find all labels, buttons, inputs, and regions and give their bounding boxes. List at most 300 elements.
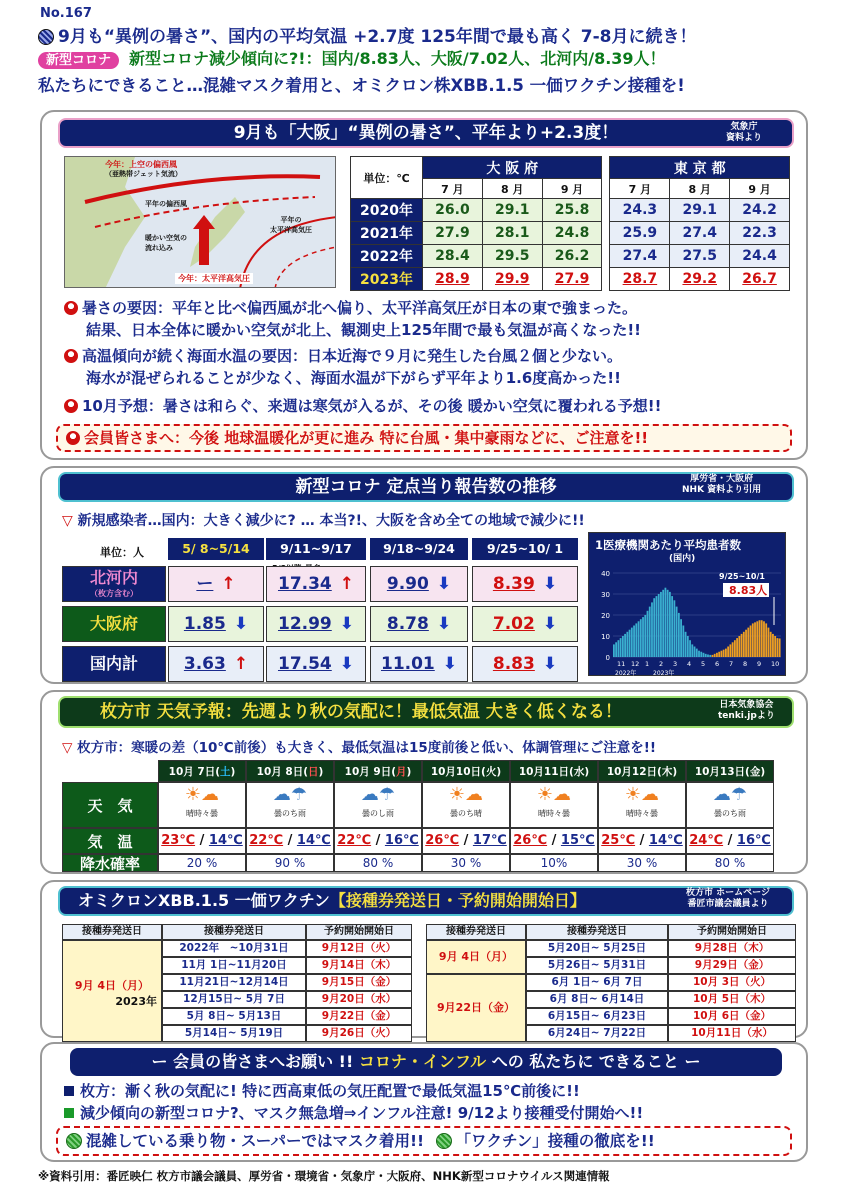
covid-row-name: 大阪府 (89, 614, 138, 633)
headline-1-text: 9月も“異例の暑さ”、国内の平均気温 +2.7度 125年間で最も高く 7-8月に続き！ (58, 27, 697, 47)
vaccine-range: 6月 8日~ 6月14日 (526, 991, 668, 1008)
month-col: 7 月 (423, 179, 483, 199)
chart-ytick: 40 (601, 570, 610, 578)
vaccine-start: 10月11日（水） (668, 1025, 796, 1042)
weather-lead (62, 736, 656, 756)
chart-bar (642, 617, 644, 657)
request-title-b: コロナ・インフル (358, 1052, 487, 1071)
month-col: 9 月 (730, 179, 790, 199)
arrow-down-icon: ⬇ (233, 614, 249, 634)
covid-value-cell (472, 566, 578, 602)
weather-text: 曇のし雨 (362, 809, 394, 818)
weather-cell (510, 782, 598, 828)
weather-date: 10月 9日 (344, 766, 392, 778)
chart-bar (662, 590, 664, 657)
chart-bar (638, 621, 640, 657)
chart-bar (617, 640, 619, 657)
green-dot-icon (66, 1133, 82, 1149)
vaccine-send-date-text: 9月 4日（月） (74, 979, 150, 992)
cloud-umbrella-icon: ☁☂ (272, 784, 308, 805)
normal-high-line (275, 247, 336, 288)
temp-low: 14℃ (208, 833, 243, 848)
temperature-cell: 25℃ / 14℃ (598, 828, 686, 854)
request-title (70, 1048, 782, 1076)
weather-map (64, 156, 336, 288)
vaccine-range: 5月26日~ 5月31日 (526, 957, 668, 974)
covid-value: 11.01 (380, 654, 435, 674)
arrow-down-icon: ⬇ (542, 614, 558, 634)
temp-high: 26℃ (425, 833, 460, 848)
vaccine-start: 9月15日（金） (306, 974, 412, 991)
temp-row (351, 268, 790, 291)
chart-bar (700, 652, 702, 657)
weather-date-header (686, 760, 774, 782)
navy-dot-icon (38, 29, 54, 45)
covid-value: 8.83 (492, 654, 535, 674)
weather-dow: 日 (308, 766, 319, 778)
temp-high: 26℃ (513, 833, 548, 848)
weather-date: 10月11日 (518, 766, 570, 778)
vaccine-range: 11月 1日~11月20日 (162, 957, 306, 974)
temp-row (351, 199, 790, 222)
covid-value-cell (266, 566, 366, 602)
temp-low: 15℃ (560, 833, 595, 848)
temp-low: 14℃ (648, 833, 683, 848)
square-icon (64, 1086, 74, 1096)
covid-value-cell (266, 646, 366, 682)
weather-text: 曇のち晴 (450, 809, 482, 818)
weather-row-label: 降水確率 (62, 854, 158, 872)
temp-cell: 27.9 (542, 268, 602, 291)
chart-bar (705, 654, 707, 657)
weather-source: 日本気象協会 tenki.jpより (718, 700, 775, 721)
chart-bar (613, 644, 615, 657)
covid-value: 7.02 (492, 614, 535, 634)
weather-date: 10月12日 (606, 766, 658, 778)
chart-bar (647, 611, 649, 657)
chart-xyear: 2023年 (653, 670, 675, 677)
chart-bar (615, 642, 617, 657)
covid-row-label (62, 566, 166, 602)
map-label-pacific-high: 今年：太平洋高気圧 (175, 273, 253, 284)
chart-xtick: 4 (687, 660, 692, 668)
covid-value: 8.78 (386, 614, 429, 634)
chart-bar (651, 602, 653, 657)
covid-period-header: 9/11~9/17 (266, 538, 366, 560)
chart-ytick: 30 (601, 591, 610, 599)
vaccine-start: 9月28日（木） (668, 940, 796, 957)
weather-dow: 火 (485, 766, 497, 778)
temp-high: 25℃ (601, 833, 636, 848)
chart-ytick: 0 (605, 654, 610, 662)
vaccine-title (58, 886, 794, 916)
request-line-2 (64, 1102, 643, 1123)
sun-cloud-icon: ☀☁ (448, 784, 484, 805)
temp-cell: 24.4 (730, 245, 790, 268)
chart-bar (729, 644, 731, 657)
heat-bullet-1 (64, 298, 637, 318)
temp-cell: 29.9 (482, 268, 542, 291)
vaccine-start: 10月 3日（火） (668, 974, 796, 991)
chart-value-label: 8.83人 (729, 584, 768, 597)
chart-bar (714, 654, 716, 657)
temp-unit: 単位：℃ (351, 157, 423, 199)
vaccine-header: 接種券発送日 (162, 924, 306, 940)
chart-bar (656, 596, 658, 657)
chart-bar (640, 619, 642, 657)
triangle-icon: ▽ (62, 740, 73, 756)
chart-bar (718, 652, 720, 657)
chart-xyear: 2022年 (615, 670, 637, 677)
chart-xtick: 9 (757, 660, 762, 668)
vaccine-header: 接種券発送日 (426, 924, 526, 940)
covid-row-name: 国内計 (89, 654, 138, 673)
chart-xtick: 1 (645, 660, 650, 668)
covid-lead-text: 新規感染者…国内：大きく減少に? … 本当?!、大阪を含め全ての地域で減少に!! (77, 513, 585, 529)
arrow-down-icon: ⬇ (542, 654, 558, 674)
weather-cell (598, 782, 686, 828)
temp-high: 23℃ (161, 833, 196, 848)
covid-period-header: 9/18~9/24 (370, 538, 468, 560)
request-line-1 (64, 1080, 580, 1101)
temp-cell: 29.1 (482, 199, 542, 222)
chart-bar (774, 636, 776, 657)
heat-bullet-1b: 結果、日本全体に暖かい空気が北上、観測史上125年間で最も気温が高くなった!! (86, 321, 641, 339)
chart-bar (745, 630, 747, 657)
chart-bar (644, 615, 646, 657)
covid-value: 17.54 (277, 654, 332, 674)
vaccine-range: 5月14日~ 5月19日 (162, 1025, 306, 1042)
temp-cell: 27.9 (423, 222, 483, 245)
vaccine-start: 10月 6日（金） (668, 1008, 796, 1025)
covid-unit: 単位：人 (100, 546, 144, 559)
weather-date: 10月10日 (430, 766, 482, 778)
weather-dow: 金 (749, 766, 761, 778)
cloud-umbrella-icon: ☁☂ (712, 784, 748, 805)
chart-bar (682, 626, 684, 658)
arrow-down-icon: ⬇ (339, 654, 355, 674)
chart-bar (741, 634, 743, 657)
covid-badge: 新型コロナ (38, 52, 119, 69)
temp-cell: 26.0 (423, 199, 483, 222)
covid-value: ー (196, 574, 214, 594)
headline-1 (38, 22, 697, 47)
issue-number: No.167 (40, 6, 92, 21)
vaccine-source: 枚方市 ホームページ 番匠市議会議員より (686, 888, 770, 909)
request-title-c: への 私たちに できること ー (486, 1052, 701, 1071)
covid-value: 8.39 (492, 574, 535, 594)
request-line-2-text: 減少傾向の新型コロナ?、マスク無急増⇒インフル注意! 9/12より接種受付開始へ!! (80, 1104, 644, 1122)
temp-cell: 22.3 (730, 222, 790, 245)
covid-value: 3.63 (183, 654, 226, 674)
chart-bar (633, 626, 635, 658)
chart-bar (676, 607, 678, 657)
rain-prob-cell: 20 % (158, 854, 246, 872)
request-line-1-text: 枚方：漸く秋の気配に! 特に西高東低の気圧配置で最低気温15℃前後に!! (80, 1082, 580, 1100)
covid-row-label (62, 646, 166, 682)
temp-cell: 29.2 (670, 268, 730, 291)
chart-bar (747, 628, 749, 657)
vaccine-range: 6月 1日~ 6月 7日 (526, 974, 668, 991)
rain-prob-cell: 90 % (246, 854, 334, 872)
covid-period-header: 5/ 8~5/14 (168, 538, 264, 560)
map-label-normal-high: 平年の 太平洋高気圧 (270, 216, 312, 234)
weather-cell (246, 782, 334, 828)
chart-bar (687, 636, 689, 657)
weather-cell (686, 782, 774, 828)
arrow-up-icon: ↑ (221, 574, 236, 594)
chart-bar (723, 650, 725, 657)
chart-bar (750, 626, 752, 658)
covid-value-cell (168, 606, 264, 642)
vaccine-header: 予約開始開始日 (306, 924, 412, 940)
chart-ytick: 20 (601, 612, 610, 620)
chart-bar (624, 634, 626, 657)
vaccine-start: 10月 5日（木） (668, 991, 796, 1008)
cloud-umbrella-icon: ☁☂ (360, 784, 396, 805)
chart-bar (779, 638, 781, 657)
covid-row-name: 北河内 (89, 568, 138, 587)
heat-title: 9月も「大阪」“異例の暑さ”、平年より+2.3度！ (58, 118, 794, 148)
weather-date-header (334, 760, 422, 782)
weather-dow: 月 (396, 766, 407, 778)
vaccine-title-b: 【接種券発送日・予約開始開始日】 (329, 891, 586, 910)
sun-cloud-icon: ☀☁ (184, 784, 220, 805)
temp-low: 17℃ (472, 833, 507, 848)
weather-dow-wrap: (土) (215, 766, 236, 778)
temp-high: 22℃ (337, 833, 372, 848)
chart-xtick: 5 (701, 660, 706, 668)
covid-title: 新型コロナ 定点当り報告数の推移 (58, 472, 794, 502)
temp-cell: 28.1 (482, 222, 542, 245)
chart-bar (734, 640, 736, 657)
vaccine-range: 11月21日~12月14日 (162, 974, 306, 991)
chart-xtick: 6 (715, 660, 720, 668)
temp-cell: 27.5 (670, 245, 730, 268)
covid-value-cell (472, 606, 578, 642)
chart-xtick: 12 (631, 660, 640, 668)
heat-warning-text: 会員皆さまへ：今後 地球温暖化が更に進み 特に台風・集中豪雨などに、ご注意を!! (84, 429, 649, 447)
month-col: 9 月 (542, 179, 602, 199)
vaccine-range: 5月20日~ 5月25日 (526, 940, 668, 957)
weather-title-text: 枚方市 天気予報：先週より秋の気配に！最低気温 大きく低くなる！ (100, 702, 622, 722)
covid-row-label (62, 606, 166, 642)
headline-3: 私たちにできること…混雑マスク着用と、オミクロン株XBB.1.5 一価ワクチン接種を! (38, 76, 685, 95)
chart-bar (660, 592, 662, 657)
temp-high: 22℃ (249, 833, 284, 848)
weather-dow-wrap: (木) (657, 766, 678, 778)
vaccine-range: 5月 8日~ 5月13日 (162, 1008, 306, 1025)
chart-bar (649, 607, 651, 657)
vaccine-send-date (62, 940, 162, 1042)
weather-date: 10月13日 (694, 766, 746, 778)
year-cell: 2020年 (351, 199, 423, 222)
weather-date-header (246, 760, 334, 782)
temp-low: 16℃ (736, 833, 771, 848)
chart-bar (665, 588, 667, 657)
weather-dow-wrap: (日) (303, 766, 324, 778)
chart-svg (589, 533, 787, 677)
covid-value-cell (370, 606, 468, 642)
covid-source: 厚労省・大阪府 NHK 資料より引用 (682, 474, 762, 495)
heat-bullet-1-text: 暑さの要因：平年と比べ偏西風が北へ偏り、太平洋高気圧が日本の東で強まった。 (82, 299, 638, 317)
arrow-down-icon: ⬇ (339, 614, 355, 634)
heat-bullet-2b: 海水が混ぜられることが少なく、海面水温が下がらず平年より1.6度高かった!! (86, 369, 621, 387)
chart-subtitle: (国内) (669, 554, 696, 564)
triangle-icon: ▽ (62, 513, 73, 529)
covid-value-cell (472, 646, 578, 682)
temperature-cell: 22℃ / 16℃ (334, 828, 422, 854)
tokyo-header: 東 京 都 (610, 157, 790, 179)
red-dot-icon (64, 399, 78, 413)
chart-bar (691, 644, 693, 657)
temperature-cell: 24℃ / 16℃ (686, 828, 774, 854)
year-cell: 2023年 (351, 268, 423, 291)
covid-value: 9.90 (386, 574, 429, 594)
weather-date: 10月 8日 (256, 766, 304, 778)
weather-date-header (510, 760, 598, 782)
weather-date-header (598, 760, 686, 782)
chart-bar (759, 620, 761, 657)
chart-bar (671, 596, 673, 657)
vaccine-header: 接種券発送日 (62, 924, 162, 940)
chart-bar (622, 636, 624, 657)
covid-lead (62, 510, 585, 530)
temp-cell: 28.9 (423, 268, 483, 291)
year-cell: 2022年 (351, 245, 423, 268)
vaccine-start: 9月22日（金） (306, 1008, 412, 1025)
temperature-cell: 26℃ / 15℃ (510, 828, 598, 854)
warm-air-arrow (199, 227, 209, 265)
covid-value-cell (370, 566, 468, 602)
chart-period-label: 9/25~10/1 (719, 572, 765, 581)
temperature-cell: 23℃ / 14℃ (158, 828, 246, 854)
vaccine-header: 予約開始開始日 (668, 924, 796, 940)
arrow-down-icon: ⬇ (436, 574, 452, 594)
temperature-table (350, 156, 790, 291)
chart-xtick: 8 (743, 660, 748, 668)
month-col: 7 月 (610, 179, 670, 199)
temp-cell: 26.7 (730, 268, 790, 291)
heat-bullet-2 (64, 346, 622, 366)
chart-bar (725, 649, 727, 657)
chart-bar (754, 622, 756, 657)
red-dot-icon (64, 301, 78, 315)
weather-row-label: 気 温 (62, 828, 158, 854)
weather-dow-wrap: (金) (745, 766, 766, 778)
chart-bar (678, 613, 680, 657)
chart-bar (743, 632, 745, 657)
year-cell: 2021年 (351, 222, 423, 245)
vaccine-title-a: オミクロンXBB.1.5 一価ワクチン (78, 891, 330, 910)
temp-low: 14℃ (296, 833, 331, 848)
chart-bar (777, 638, 779, 657)
chart-xtick: 3 (673, 660, 678, 668)
request-box-b: 「ワクチン」接種の徹底を!! (455, 1132, 655, 1150)
covid-value-cell (370, 646, 468, 682)
osaka-header: 大 阪 府 (423, 157, 602, 179)
red-dot-icon (66, 431, 80, 445)
weather-dow-wrap: (水) (569, 766, 590, 778)
temperature-cell: 26℃ / 17℃ (422, 828, 510, 854)
sun-cloud-icon: ☀☁ (536, 784, 572, 805)
chart-bar (685, 632, 687, 657)
chart-xtick: 10 (771, 660, 780, 668)
chart-bar (680, 619, 682, 657)
temperature-cell: 22℃ / 14℃ (246, 828, 334, 854)
rain-prob-cell: 80 % (686, 854, 774, 872)
rain-prob-cell: 10% (510, 854, 598, 872)
request-title-a: ー 会員の皆さまへお願い !! (151, 1052, 359, 1071)
weather-dow: 水 (573, 766, 585, 778)
square-icon (64, 1108, 74, 1118)
heat-source: 気象庁 資料より (726, 122, 763, 143)
rain-prob-cell: 30 % (422, 854, 510, 872)
request-box (56, 1126, 792, 1156)
chart-xtick: 11 (617, 660, 626, 668)
chart-bar (658, 594, 660, 657)
weather-cell (334, 782, 422, 828)
chart-bar (707, 654, 709, 657)
rain-prob-cell: 30 % (598, 854, 686, 872)
chart-bar (732, 642, 734, 657)
vaccine-start: 9月12日（火） (306, 940, 412, 957)
chart-bar (689, 640, 691, 657)
arrow-up-icon: ↑ (233, 654, 249, 674)
rain-prob-cell: 80 % (334, 854, 422, 872)
request-box-a: 混雑している乗り物・スーパーではマスク着用!! (86, 1132, 425, 1150)
chart-bar (629, 630, 631, 657)
arrow-up-icon: ↑ (339, 574, 355, 594)
chart-bar (712, 655, 714, 657)
chart-ytick: 10 (601, 633, 610, 641)
covid-period-header: 9/25~10/ 1 (472, 538, 578, 560)
chart-bar (772, 634, 774, 657)
vaccine-range: 12月15日~ 5月 7日 (162, 991, 306, 1008)
chart-xtick: 7 (729, 660, 734, 668)
footer-sources: ※資料引用：番匠映仁 枚方市議会議員、厚労省・環境省・気象庁・大阪府、NHK新型コロナウイルス関連情報 (38, 1169, 610, 1183)
vaccine-start: 9月14日（木） (306, 957, 412, 974)
chart-bar (635, 623, 637, 657)
chart-bar (763, 621, 765, 657)
temp-cell: 25.8 (542, 199, 602, 222)
chart-bar (765, 623, 767, 657)
weather-dow: 土 (220, 766, 231, 778)
chart-xtick: 2 (659, 660, 664, 668)
chart-bar (694, 647, 696, 658)
chart-bar (756, 621, 758, 657)
covid-value-cell (168, 646, 264, 682)
vaccine-range: 2022年 ~10月31日 (162, 940, 306, 957)
green-dot-icon (436, 1133, 452, 1149)
vaccine-start: 9月26日（火） (306, 1025, 412, 1042)
weather-corner (62, 760, 158, 782)
vaccine-send-date: 9月22日（金） (426, 974, 526, 1042)
covid-value-cell (266, 606, 366, 642)
chart-bar (667, 590, 669, 657)
chart-bar (703, 653, 705, 657)
chart-bar (653, 598, 655, 657)
temp-cell: 24.3 (610, 199, 670, 222)
covid-chart (588, 532, 786, 676)
chart-bar (761, 620, 763, 657)
weather-title (58, 696, 794, 728)
vaccine-year: 2023年 (115, 995, 157, 1008)
temp-cell: 27.4 (610, 245, 670, 268)
heat-bullet-3 (64, 396, 661, 416)
covid-value-cell (168, 566, 264, 602)
vaccine-start: 9月20日（水） (306, 991, 412, 1008)
